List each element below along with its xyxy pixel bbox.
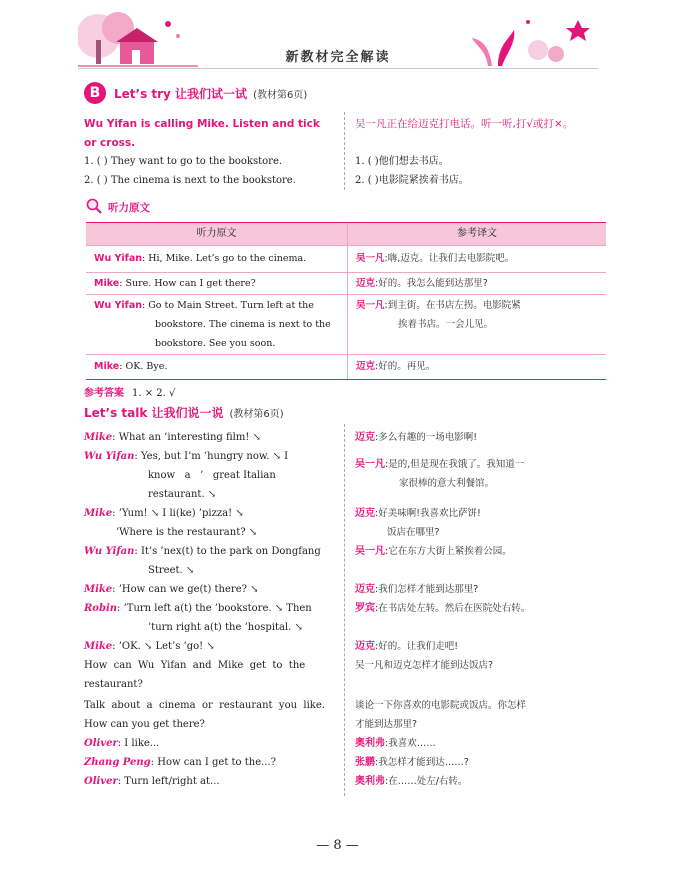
- question-zh-2: 2. ( )电影院紧挨着书店。: [355, 175, 469, 186]
- speaker: Mike: [84, 508, 113, 519]
- line-text-zh: :嗨,迈克。让我们去电影院吧。: [384, 253, 515, 264]
- table-row: [94, 274, 256, 294]
- header-divider: [78, 68, 598, 69]
- line-text: : I like...: [117, 738, 160, 749]
- speaker-zh: 吴一凡: [356, 300, 385, 311]
- row-divider: [86, 354, 606, 355]
- dialogue-line-en: [148, 561, 194, 580]
- speaker: Robin: [84, 603, 118, 614]
- speaker: Mike: [84, 432, 113, 443]
- speaker-zh: 张鹏: [355, 757, 375, 768]
- line-text: : Sure. How can I get there?: [119, 278, 256, 289]
- speaker-zh: 迈克: [355, 508, 375, 519]
- line-text: : How can I get to the...?: [150, 757, 277, 768]
- line-text-zh: 家很棒的意大利餐馆。: [399, 478, 495, 489]
- line-text: restaurant?: [84, 679, 143, 690]
- section-title-text: Let’s try 让我们试一试: [114, 87, 248, 101]
- line-text: : What an ’interesting film! ↘: [112, 432, 261, 443]
- line-text-zh: :好的。我怎么能到达那里?: [375, 278, 488, 289]
- line-text: ’Where is the restaurant? ↘: [116, 527, 258, 538]
- line-text-zh: :好美味啊!我喜欢比萨饼!: [375, 508, 481, 519]
- dialogue-line-zh: [355, 772, 467, 791]
- table-row: [94, 249, 306, 269]
- line-text: : ’OK. ↘ Let’s ’go! ↘: [112, 641, 215, 652]
- dialogue-line-zh: [355, 715, 417, 734]
- speaker-zh: 迈克: [355, 641, 375, 652]
- table-column-divider: [347, 223, 348, 379]
- line-text-zh: :多么有趣的一场电影啊!: [375, 432, 478, 443]
- row-divider: [86, 294, 606, 295]
- dialogue-line-zh: [355, 734, 436, 753]
- table-row-zh: [356, 357, 435, 377]
- section-title: [114, 85, 307, 102]
- dialogue-line-zh: [355, 599, 530, 618]
- speaker: Mike: [94, 361, 120, 372]
- speaker: Mike: [94, 278, 120, 289]
- dialogue-line-en: [148, 485, 216, 504]
- line-text: ’turn right a(t) the ’hospital. ↘: [148, 622, 303, 633]
- dialogue-line-en: [84, 656, 305, 675]
- dialogue-line-en: [84, 599, 312, 618]
- dialogue-line-zh: [355, 455, 524, 474]
- row-divider: [86, 272, 606, 273]
- table-row-zh: [356, 296, 521, 316]
- speaker: Wu Yifan: [94, 253, 142, 264]
- speaker: Oliver: [84, 738, 118, 749]
- line-text-zh: :我喜欢……: [385, 738, 436, 749]
- table-row-zh: [356, 249, 514, 269]
- table-row-cont: bookstore. See you soon.: [155, 338, 276, 349]
- line-text: know a ’ great Italian: [148, 470, 276, 481]
- question-en-1: 1. ( ) They want to go to the bookstore.: [84, 156, 283, 167]
- dialogue-line-en: [84, 734, 159, 753]
- speaker-zh: 迈克: [356, 278, 376, 289]
- speaker-zh: 吴一凡: [355, 546, 385, 557]
- section-b-header: [84, 82, 604, 104]
- speaker: Mike: [84, 641, 113, 652]
- line-text: : It’s ’nex(t) to the park on Dongfang: [134, 546, 321, 557]
- page-number: — 8 —: [316, 838, 359, 853]
- line-text-zh: :它在东方大街上紧挨着公园。: [385, 546, 512, 557]
- line-text-zh: :好的。让我们走吧!: [375, 641, 459, 652]
- dialogue-line-zh: [355, 542, 512, 561]
- line-text: : ’Yum! ↘ I li(ke) ’pizza! ↘: [112, 508, 244, 519]
- decor-plants-icon: [468, 10, 598, 68]
- column-divider: [344, 112, 345, 190]
- line-text: : Hi, Mike. Let’s go to the cinema.: [142, 253, 307, 264]
- line-text: How can Wu Yifan and Mike get to the: [84, 660, 306, 671]
- line-text-zh: :我怎样才能到达……?: [375, 757, 469, 768]
- table-row: [94, 357, 167, 377]
- line-text: : ’Turn left a(t) the ’bookstore. ↘ Then: [117, 603, 312, 614]
- row-divider: [86, 245, 606, 246]
- dialogue-line-en: [84, 542, 321, 561]
- speaker-zh: 吴一凡: [355, 459, 385, 470]
- listening-label: 听力原文: [108, 202, 150, 214]
- answers: [84, 384, 175, 399]
- dialogue-line-en: [84, 772, 220, 791]
- line-text-zh: 才能到达那里?: [355, 719, 418, 730]
- speaker: Mike: [84, 584, 113, 595]
- line-text-zh: 吴一凡和迈克怎样才能到达饭店?: [355, 660, 494, 671]
- listening-table: [86, 222, 606, 380]
- speaker: Zhang Peng: [84, 757, 151, 768]
- line-text-zh: :是的,但是现在我饿了。我知道一: [385, 459, 525, 470]
- section-badge: B: [84, 82, 106, 104]
- speaker: Wu Yifan: [84, 546, 135, 557]
- line-text: : Go to Main Street. Turn left at the: [142, 300, 314, 311]
- dialogue-line-zh: [355, 428, 477, 447]
- line-text-zh: :好的。再见。: [375, 361, 436, 372]
- line-text-zh: :在书店处左转。然后在医院处右转。: [375, 603, 531, 614]
- speaker-zh: 吴一凡: [356, 253, 385, 264]
- line-text: : Turn left/right at...: [117, 776, 220, 787]
- speaker: Wu Yifan: [84, 451, 135, 462]
- answers-text: 1. × 2. √: [132, 388, 176, 399]
- line-text-zh: :到主街。在书店左拐。电影院紧: [384, 300, 521, 311]
- dialogue-line-zh: [355, 504, 481, 523]
- answers-label: 参考答案: [84, 388, 124, 399]
- speaker-zh: 罗宾: [355, 603, 375, 614]
- dialogue-line-en: [84, 504, 244, 523]
- speaker-zh: 奥利弗: [355, 776, 385, 787]
- dialogue-line-zh: [355, 753, 469, 772]
- line-text: : Yes, but I’m ’hungry now. ↘ I: [134, 451, 289, 462]
- table-header-left: 听力原文: [86, 223, 347, 245]
- question-en-2: 2. ( ) The cinema is next to the bookstore.: [84, 175, 296, 186]
- line-text-zh: 谈论一下你喜欢的电影院或饭店。你怎样: [355, 700, 527, 711]
- dialogue-line-en: [148, 618, 303, 637]
- dialogue-line-en: [116, 523, 257, 542]
- dialogue-line-zh: [355, 637, 458, 656]
- table-row-cont: bookstore. The cinema is next to the: [155, 319, 331, 330]
- dialogue-line-en: [84, 428, 261, 447]
- line-text-zh: 饭店在哪里?: [387, 527, 440, 538]
- talk-ref: (教材第6页): [229, 409, 284, 420]
- talk-section-header: [84, 404, 284, 421]
- dialogue-line-en: [84, 675, 143, 694]
- table-row-zh: [356, 274, 488, 294]
- dialogue-line-en: [84, 637, 215, 656]
- speaker-zh: 迈克: [355, 584, 375, 595]
- table-header-right: 参考译文: [348, 223, 606, 245]
- page-header: [78, 6, 598, 76]
- line-text-zh: :在……处左/右转。: [385, 776, 468, 787]
- question-zh-1: 1. ( )他们想去书店。: [355, 156, 449, 167]
- speaker: Wu Yifan: [94, 300, 142, 311]
- dialogue-line-zh: [355, 580, 478, 599]
- line-text: Street. ↘: [148, 565, 195, 576]
- speaker-zh: 迈克: [356, 361, 376, 372]
- talk-title: Let’s talk 让我们说一说: [84, 406, 224, 420]
- dialogue-line-zh: [355, 696, 526, 715]
- dialogue-line-en: [148, 466, 276, 485]
- dialogue-line-en: [84, 696, 325, 715]
- line-text: : OK. Bye.: [119, 361, 168, 372]
- line-text: How can you get there?: [84, 719, 205, 730]
- column-divider: [344, 424, 345, 796]
- line-text: restaurant. ↘: [148, 489, 217, 500]
- table-row-zh-cont: 挨着书店。一会儿见。: [398, 319, 494, 330]
- dialogue-line-zh: [355, 656, 493, 675]
- dialogue-line-en: [84, 580, 259, 599]
- dialogue-line-en: [84, 715, 205, 734]
- header-title: 新教材完全解读: [285, 50, 391, 65]
- instruction-zh: 吴一凡正在给迈克打电话。听一听,打√或打×。: [355, 118, 574, 130]
- speaker: Oliver: [84, 776, 118, 787]
- line-text: Talk about a cinema or restaurant you like.: [84, 700, 325, 711]
- dialogue-line-en: [84, 447, 288, 466]
- speaker-zh: 迈克: [355, 432, 375, 443]
- magnifier-icon: [86, 198, 102, 214]
- instruction-en: Wu Yifan is calling Mike. Listen and tick or cross.: [84, 118, 320, 149]
- table-row: [94, 296, 314, 316]
- dialogue-line-zh: [387, 523, 440, 542]
- speaker-zh: 奥利弗: [355, 738, 385, 749]
- dialogue-line-en: [84, 753, 276, 772]
- dialogue-line-zh: [399, 474, 494, 493]
- line-text-zh: :我们怎样才能到达那里?: [375, 584, 479, 595]
- section-ref: (教材第6页): [253, 90, 308, 101]
- line-text: : ’How can we ge(t) there? ↘: [112, 584, 259, 595]
